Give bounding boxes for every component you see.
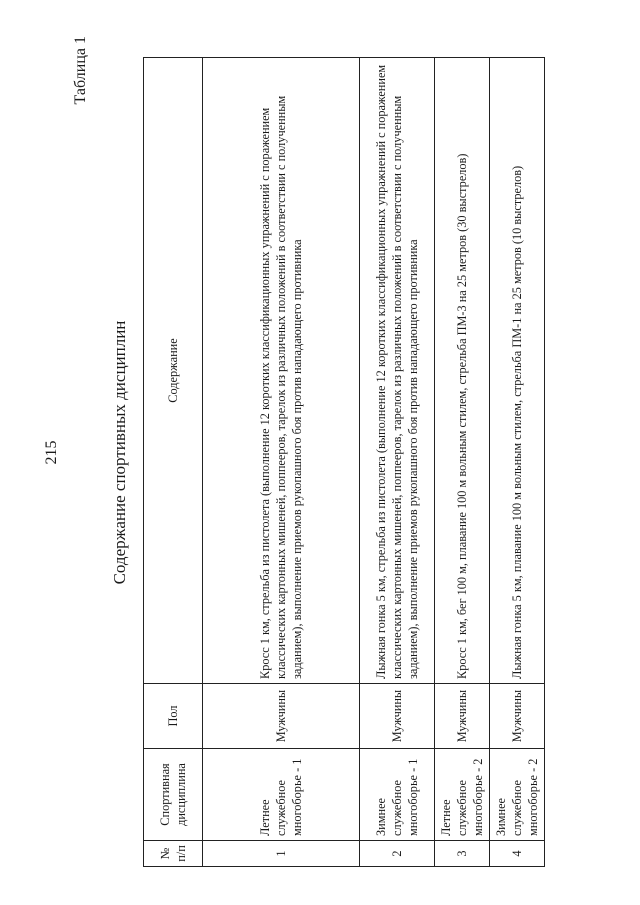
cell-num: 3	[435, 841, 490, 867]
cell-num: 4	[490, 841, 545, 867]
cell-content: Кросс 1 км, стрельба из пистолета (выполнение 12 коротких классификационных упражнений с поражением классических картонных мишеней, поппееров, тарелок из различных положений в соответствии с полученным заданием), выполнение приемов рукопашного боя против нападающего противника	[203, 58, 360, 684]
table-row	[203, 58, 360, 867]
cell-sex: Мужчины	[490, 684, 545, 749]
table-caption: Содержание спортивных дисциплин	[110, 320, 129, 585]
cell-content: Лыжная гонка 5 км, стрельба из пистолета (выполнение 12 коротких классификационных упражнений с поражением классических картонных мишеней, поппееров, тарелок из различных положений в соответствии с полученным заданием), выполнение приемов рукопашного боя против нападающего противника	[360, 58, 435, 684]
cell-sex: Мужчины	[203, 684, 360, 749]
cell-content: Лыжная гонка 5 км, плавание 100 м вольным стилем, стрельба ПМ-1 на 25 метров (10 выстрелов)	[490, 58, 545, 684]
cell-content: Кросс 1 км, бег 100 м, плавание 100 м вольным стилем, стрельба ПМ-3 на 25 метров (30 выстрелов)	[435, 58, 490, 684]
cell-discipline: Зимнее служебное многоборье - 2	[490, 749, 545, 841]
cell-sex: Мужчины	[435, 684, 490, 749]
page-number: 215	[43, 440, 60, 465]
cell-num: 1	[203, 841, 360, 867]
table-row	[435, 58, 490, 867]
header-num: № п/п	[144, 841, 203, 867]
cell-discipline: Летнее служебное многоборье - 1	[203, 749, 360, 841]
table-row	[490, 58, 545, 867]
cell-num: 2	[360, 841, 435, 867]
table-row	[360, 58, 435, 867]
table-header-row	[144, 58, 203, 867]
header-content: Содержание	[144, 58, 203, 684]
table-label: Таблица 1	[72, 36, 89, 105]
cell-discipline: Зимнее служебное многоборье - 1	[360, 749, 435, 841]
cell-sex: Мужчины	[360, 684, 435, 749]
header-discipline: Спортивная дисциплина	[144, 749, 203, 841]
disciplines-table	[143, 57, 545, 867]
cell-discipline: Летнее служебное многоборье - 2	[435, 749, 490, 841]
header-sex: Пол	[144, 684, 203, 749]
